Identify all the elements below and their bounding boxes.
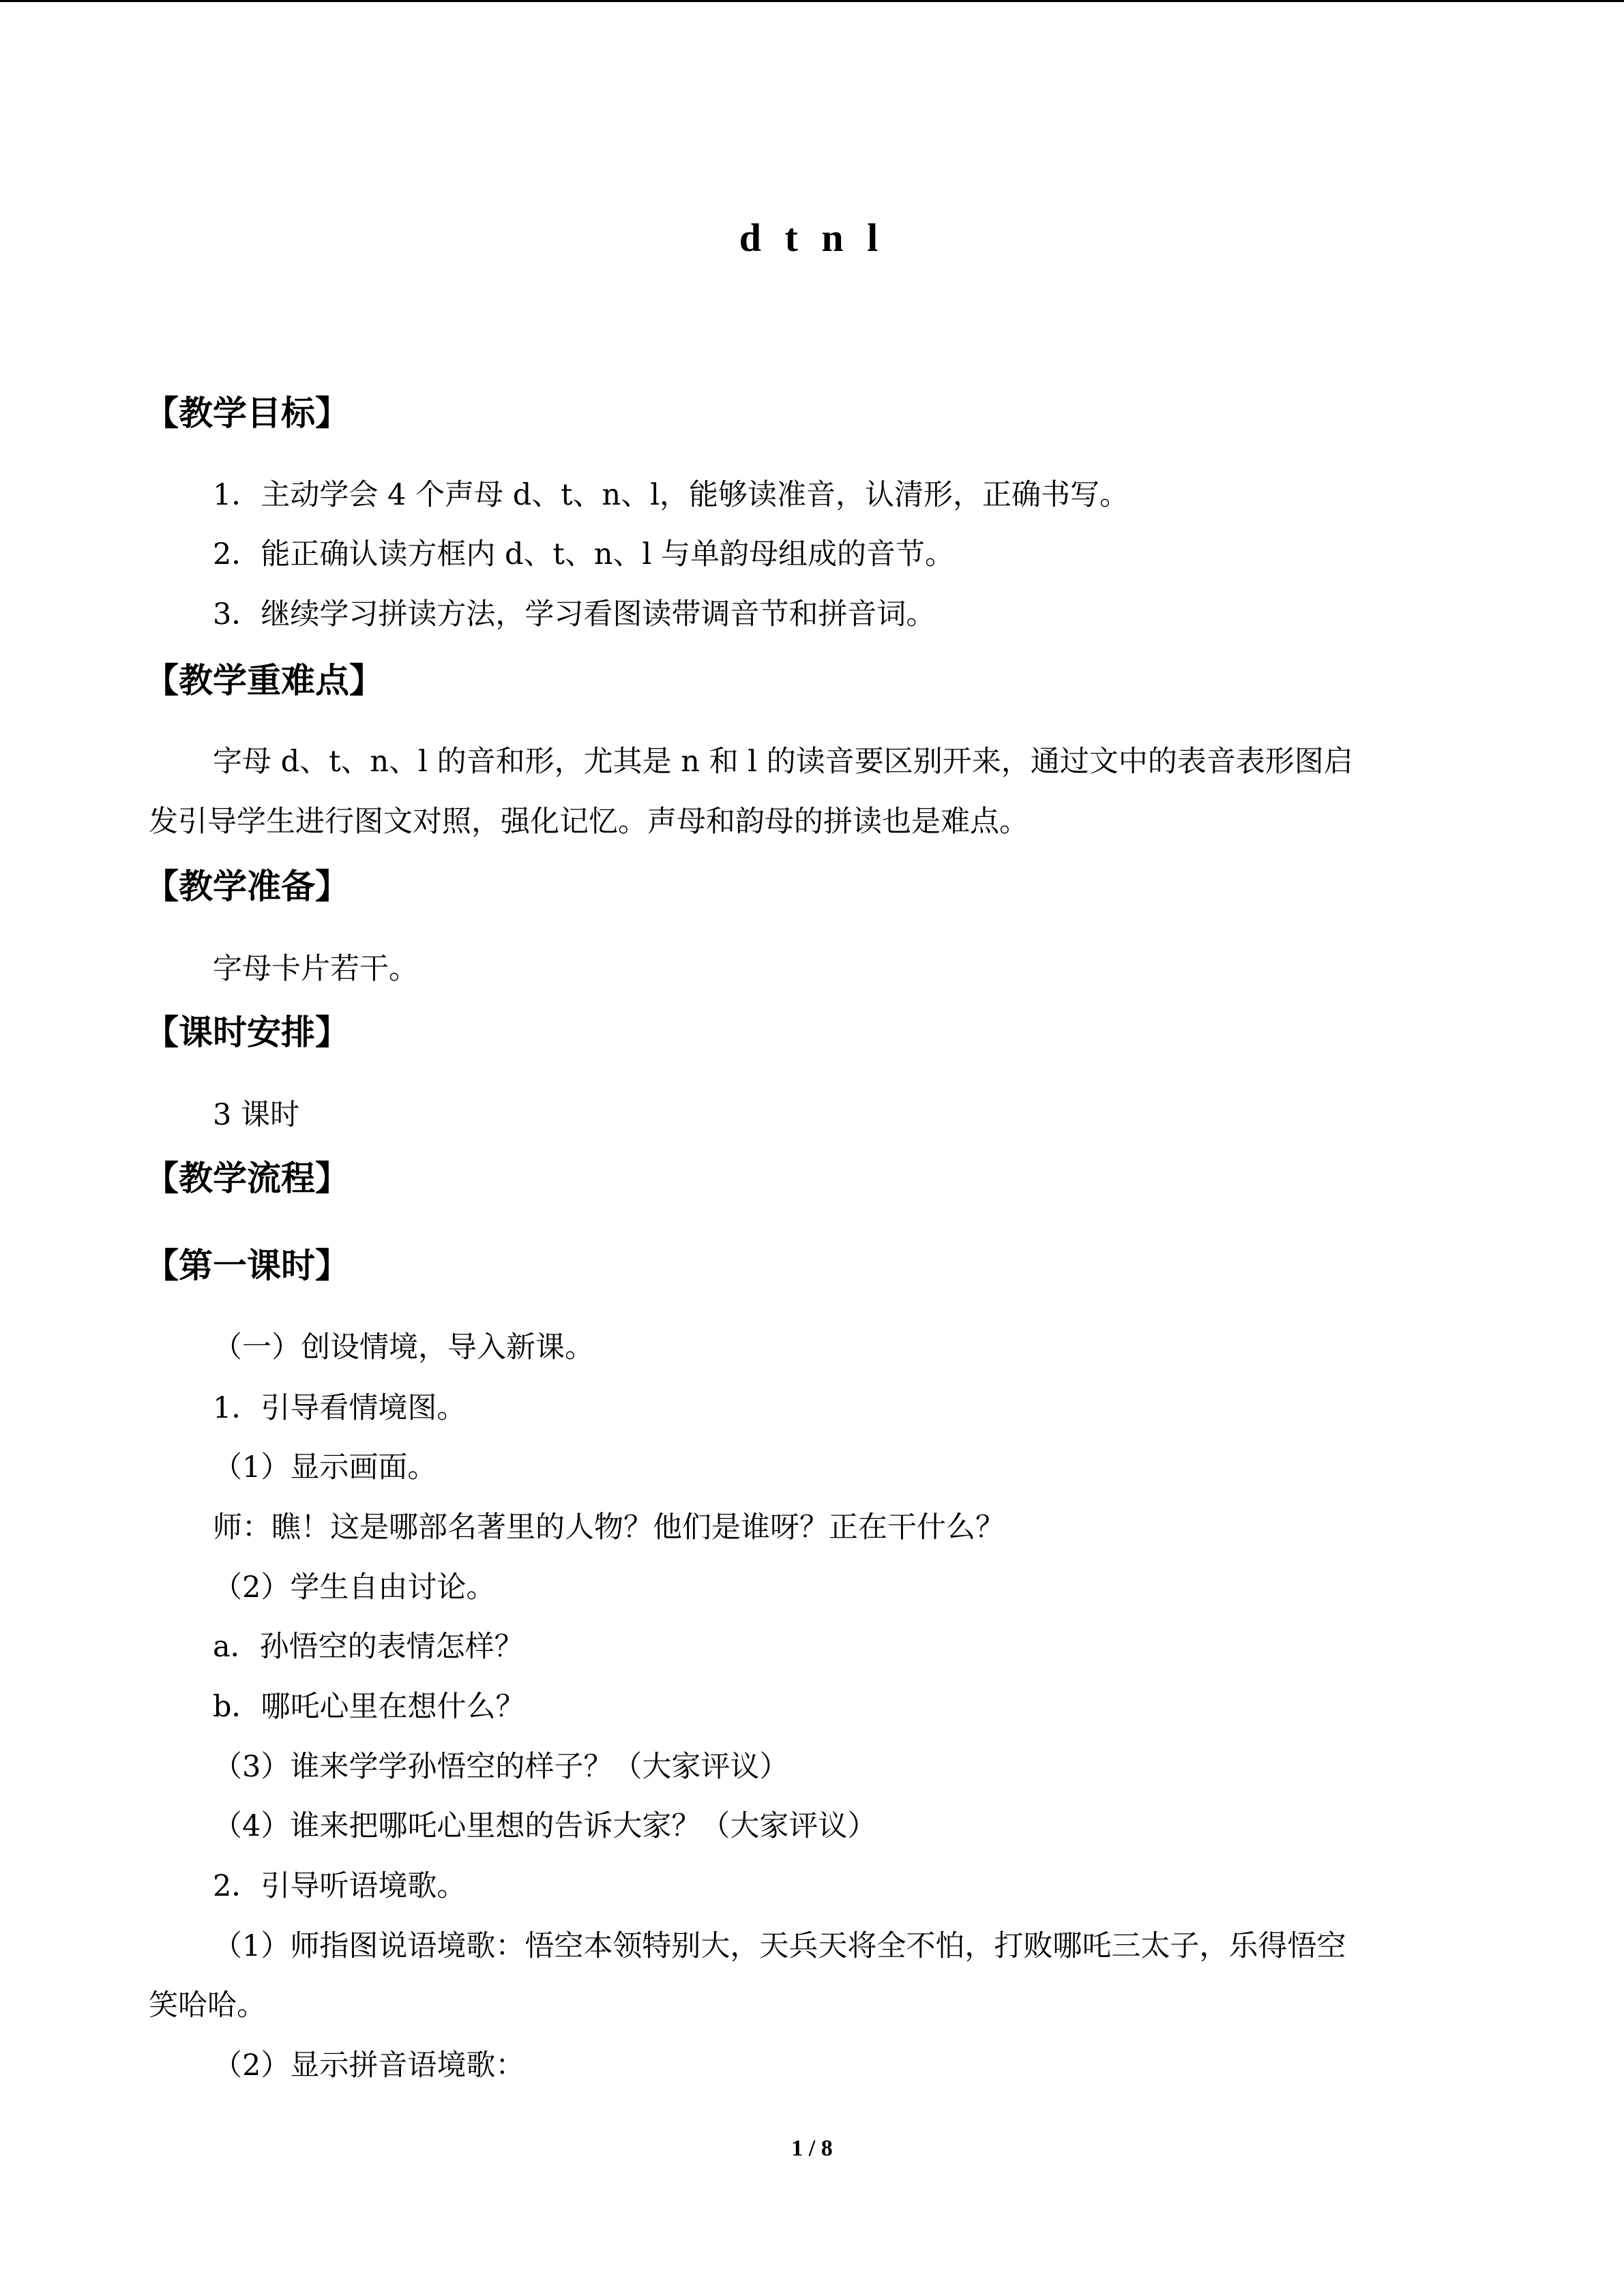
heading-lesson-1: 【第一课时】	[145, 1246, 349, 1285]
lesson1-line: 2．引导听语境歌。	[213, 1869, 467, 1903]
heading-objectives: 【教学目标】	[145, 393, 349, 433]
page-number: 1 / 8	[791, 2136, 833, 2161]
objective-item-3: 3．继续学习拼读方法，学习看图读带调音节和拼音词。	[213, 597, 936, 631]
lesson1-line: （1）师指图说语境歌：悟空本领特别大，天兵天将全不怕，打败哪吒三太子，乐得悟空	[213, 1929, 1346, 1963]
preparation-text: 字母卡片若干。	[213, 952, 418, 986]
schedule-text: 3 课时	[213, 1098, 300, 1132]
document-title: d t n l	[739, 215, 885, 260]
lesson1-line: 1．引导看情境图。	[213, 1391, 467, 1425]
heading-schedule: 【课时安排】	[145, 1013, 349, 1052]
lesson1-line: a．孙悟空的表情怎样？	[213, 1630, 524, 1664]
lesson1-line: 笑哈哈。	[149, 1988, 266, 2023]
lesson1-line: （一）创设情境，导入新课。	[213, 1330, 594, 1365]
lesson1-line: （2）显示拼音语境歌：	[213, 2048, 525, 2083]
objective-item-2: 2．能正确认读方框内 d、t、n、l 与单韵母组成的音节。	[213, 537, 954, 571]
heading-process: 【教学流程】	[145, 1159, 349, 1198]
lesson1-line: 师：瞧！这是哪部名著里的人物？他们是谁呀？正在干什么？	[213, 1510, 1005, 1545]
objective-item-1: 1．主动学会 4 个声母 d、t、n、l，能够读准音，认清形，正确书写。	[213, 478, 1129, 512]
lesson1-line: （3）谁来学学孙悟空的样子？（大家评议）	[213, 1750, 789, 1784]
lesson1-line: （1）显示画面。	[213, 1450, 437, 1485]
lesson1-line: （4）谁来把哪吒心里想的告诉大家？（大家评议）	[213, 1809, 877, 1843]
heading-key-points: 【教学重难点】	[145, 661, 383, 700]
key-points-para-line-1: 字母 d、t、n、l 的音和形，尤其是 n 和 l 的读音要区别开来，通过文中的表音表形图启	[213, 745, 1353, 779]
heading-preparation: 【教学准备】	[145, 867, 349, 906]
lesson1-line: b．哪吒心里在想什么？	[213, 1690, 525, 1724]
lesson1-line: （2）学生自由讨论。	[213, 1570, 496, 1605]
key-points-para-line-2: 发引导学生进行图文对照，强化记忆。声母和韵母的拼读也是难点。	[149, 805, 1029, 839]
top-border-line	[0, 0, 1624, 2]
